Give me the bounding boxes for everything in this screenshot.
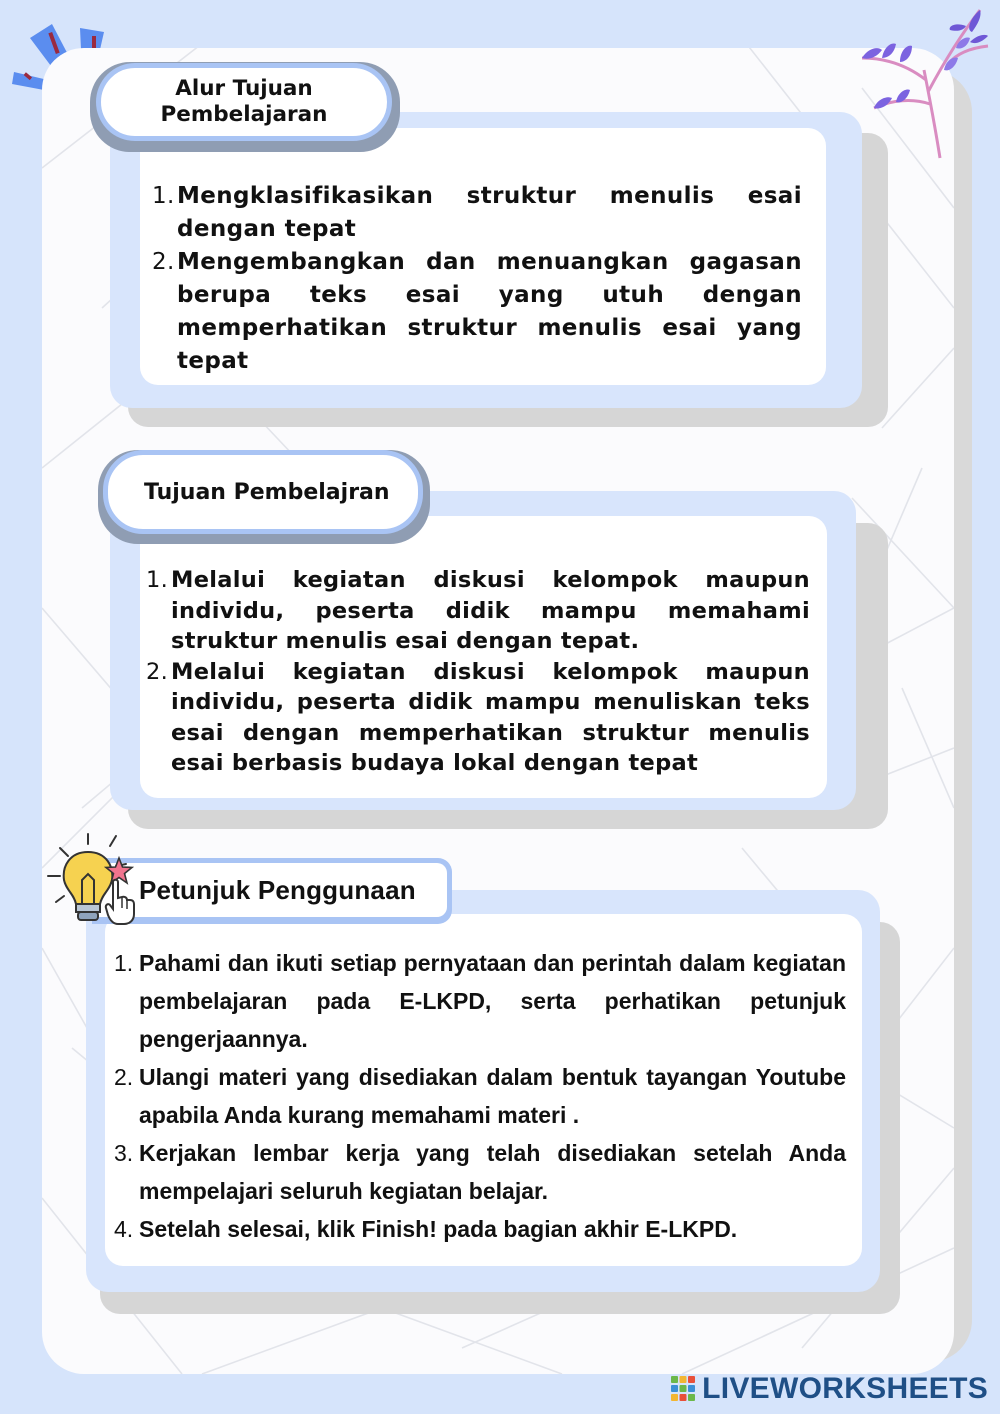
pointing-hand-icon xyxy=(104,878,138,926)
petunjuk-list xyxy=(114,944,846,1248)
list-item: Kerjakan lembar kerja yang telah disediakan setelah Anda mempelajari seluruh kegiatan belajar. xyxy=(139,1140,846,1204)
list-item: Melalui kegiatan diskusi kelompok maupun individu, peserta didik mampu memahami struktur menulis esai dengan tepat. xyxy=(171,567,810,654)
list-item: Melalui kegiatan diskusi kelompok maupun individu, peserta didik mampu menuliskan teks esai dengan memperhatikan struktur menulis esai berbasis budaya lokal dengan tepat xyxy=(171,658,810,776)
list-item: Mengembangkan dan menuangkan gagasan berupa teks esai yang utuh dengan memperhatikan struktur menulis esai yang tepat xyxy=(177,249,802,374)
petunjuk-title: Petunjuk Penggunaan xyxy=(97,863,447,917)
list-item: Ulangi materi yang disediakan dalam bentuk tayangan Youtube apabila Anda kurang memahami materi . xyxy=(139,1064,846,1128)
alur-title: Alur Tujuan Pembelajaran xyxy=(96,63,392,141)
list-item: Mengklasifikasikan struktur menulis esai dengan tepat xyxy=(177,183,802,242)
liveworksheets-logo-icon xyxy=(670,1375,696,1403)
tujuan-list xyxy=(146,565,810,779)
alur-list xyxy=(152,180,802,378)
list-item: Pahami dan ikuti setiap pernyataan dan perintah dalam kegiatan pembelajaran pada E-LKPD, serta perhatikan petunjuk pengerjaannya. xyxy=(139,950,846,1052)
list-item: Setelah selesai, klik Finish! pada bagian akhir E-LKPD. xyxy=(139,1216,738,1242)
watermark-text: LIVEWORKSHEETS xyxy=(702,1372,988,1405)
tujuan-title: Tujuan Pembelajran xyxy=(103,450,423,534)
liveworksheets-watermark[interactable] xyxy=(670,1372,988,1406)
